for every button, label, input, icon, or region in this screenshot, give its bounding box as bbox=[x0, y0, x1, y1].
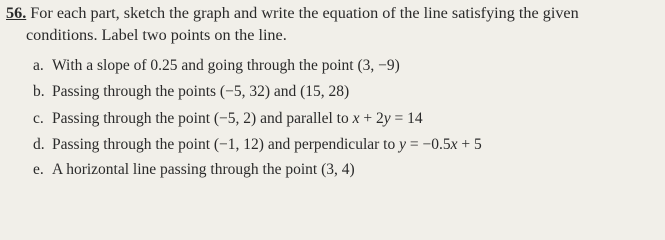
problem-number: 56. bbox=[6, 4, 27, 22]
part-letter: a. bbox=[33, 57, 44, 74]
equation-variable-y: y bbox=[383, 110, 391, 127]
equation-part: = 14 bbox=[390, 110, 423, 127]
equation-part: + 5 bbox=[457, 136, 482, 153]
part-text: With a slope of 0.25 and going through the point (3, −9) bbox=[52, 57, 400, 74]
part-letter: c. bbox=[33, 110, 44, 127]
part-text: Passing through the points (−5, 32) and (15, 28) bbox=[52, 83, 350, 100]
part-d bbox=[33, 135, 482, 155]
equation-variable-y: y bbox=[399, 136, 406, 153]
equation-part: = −0.5 bbox=[405, 136, 451, 153]
part-letter: e. bbox=[33, 161, 44, 178]
part-text: Passing through the point (−1, 12) and perpendicular to bbox=[52, 136, 400, 153]
equation-part: + 2 bbox=[359, 110, 384, 127]
part-e bbox=[33, 160, 355, 180]
problem-intro-line-2: conditions. Label two points on the line. bbox=[26, 26, 287, 44]
part-a bbox=[33, 56, 400, 76]
problem-header bbox=[6, 3, 579, 23]
part-letter: d. bbox=[33, 136, 45, 153]
part-c bbox=[33, 109, 423, 129]
part-b bbox=[33, 82, 349, 102]
part-text: Passing through the point (−5, 2) and parallel to bbox=[52, 110, 353, 127]
part-text: A horizontal line passing through the point (3, 4) bbox=[52, 161, 355, 178]
problem-intro-line-1: For each part, sketch the graph and write the equation of the line satisfying the given bbox=[30, 4, 579, 22]
part-letter: b. bbox=[33, 83, 45, 100]
equation-variable-x: x bbox=[352, 110, 360, 127]
equation-variable-x: x bbox=[450, 136, 458, 153]
